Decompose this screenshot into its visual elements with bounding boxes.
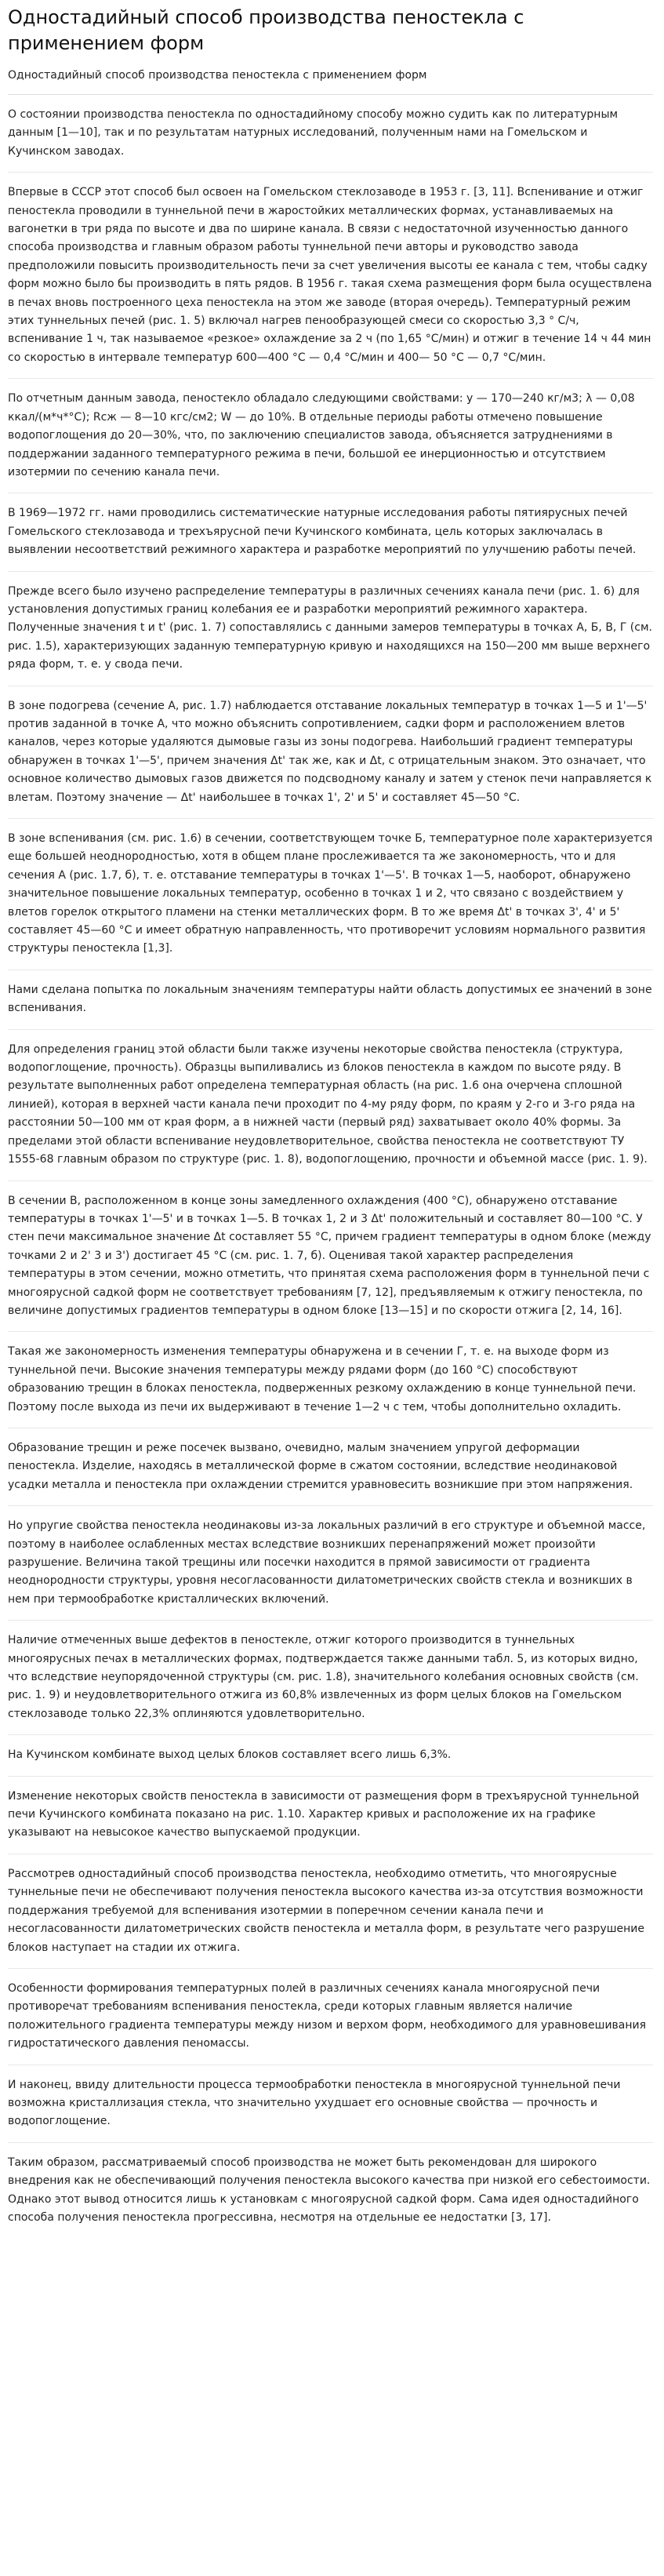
article-body [8, 95, 653, 2238]
article-paragraph: Рассмотрев одностадийный способ производства пеностекла, необходимо отметить, что многоярусные туннельные печи не обеспечивают получения пеностекла высокого качества из-за отсутствия возможности поддержания требуемой для вспенивания изотермии в поперечном сечении канала печи и несогласованности дилатометрических свойств пеностекла и металла форм, в результате чего разрушение блоков наступает на стадии их отжига. [8, 1854, 653, 1969]
article-paragraph: В зоне вспенивания (см. рис. 1.6) в сечении, соответствующем точке Б, температурное поле характеризуется еще большей неоднородностью, хотя в общем плане прослеживается та же закономерность, что и для сечения А (рис. 1.7, б), т. е. отставание температуры в точках 1'—5'. В точках 1—5, наоборот, обнаружено значительное повышение локальных температур, особенно в точках 1 и 2, что связано с воздействием у влетов горелок открытого пламени на стенки металлических форм. В то же время Δt' в точках 3', 4' и 5' составляет 45—60 °С и имеет обратную направленность, что противоречит условиям нормального развития структуры пеностекла [1,3]. [8, 819, 653, 970]
article-paragraph: Таким образом, рассматриваемый способ производства не может быть рекомендован для широкого внедрения как не обеспечивающий получения пеностекла высокого качества при низкой его себестоимости. Однако этот вывод относится лишь к установкам с многоярусной садкой форм. Сама идея одностадийного способа получения пеностекла прогрессивна, несмотря на отдельные ее недостатки [3, 17]. [8, 2156, 651, 2224]
page-title: Одностадийный способ производства пеностекла с применением форм [8, 6, 524, 54]
article-paragraph: Нами сделана попытка по локальным значениям температуры найти область допустимых ее значений в зоне вспенивания. [8, 970, 653, 1030]
article-paragraph: Для определения границ этой области были также изучены некоторые свойства пеностекла (структура, водопоглощение, прочность). Образцы выпиливались из блоков пеностекла в каждом по высоте ряду. В результате выполненных работ определена температурная область (на рис. 1.6 она очерчена сплошной линией), которая в верхней части канала печи проходит по 4-му ряду форм, по краям у 2-го и 3-го ряда на расстоянии 50—100 мм от края форм, а в нижней части (первый ряд) захватывает около 40% формы. За пределами этой области вспенивание неудовлетворительное, свойства пеностекла не соответствуют ТУ 1555-68 главным образом по структуре (рис. 1. 8), водопоглощению, прочности и объемной массе (рис. 1. 9). [8, 1030, 653, 1181]
article-paragraph: Особенности формирования температурных полей в различных сечениях канала многоярусной печи противоречат требованиям вспенивания пеностекла, среди которых главным является наличие положительного градиента температуры между низом и верхом форм, необходимого для уравновешивания гидростатического давления пеномассы. [8, 1969, 653, 2065]
article-paragraph: Образование трещин и реже посечек вызвано, очевидно, малым значением упругой деформации пеностекла. Изделие, находясь в металлической форме в сжатом состоянии, вследствие неодинаковой усадки металла и пеностекла при охлаждении стремится уравновесить возникшие при этом напряжения. [8, 1428, 653, 1506]
article-paragraph: Но упругие свойства пеностекла неодинаковы из-за локальных различий в его структуре и объемной массе, поэтому в наиболее ослабленных местах вследствие возникших перенапряжений может произойти разрушение. Величина такой трещины или посечки находится в прямой зависимости от градиента неоднородности структуры, уровня несогласованности дилатометрических свойств стекла и возникших в нем при термообработке кристаллических включений. [8, 1506, 653, 1621]
article-paragraph: На Кучинском комбинате выход целых блоков составляет всего лишь 6,3%. [8, 1735, 653, 1776]
article-paragraph: И наконец, ввиду длительности процесса термообработки пеностекла в многоярусной туннельной печи возможна кристаллизация стекла, что значительно ухудшает его основные свойства — прочность и водопоглощение. [8, 2065, 653, 2143]
article-paragraph: В 1969—1972 гг. нами проводились систематические натурные исследования работы пятиярусных печей Гомельского стеклозавода и трехъярусной печи Кучинского комбината, цель которых заключалась в выявлении несоответствий режимного характера и разработке мероприятий по улучшению работы печей. [8, 493, 653, 571]
article-paragraph: В зоне подогрева (сечение А, рис. 1.7) наблюдается отставание локальных температур в точках 1—5 и 1'—5' против заданной в точке А, что можно объяснить сопротивлением, садки форм и расположением влетов каналов, через которые удаляются дымовые газы из зоны подогрева. Наибольший градиент температуры обнаружен в точках 1'—5', причем значения Δt' так же, как и Δt, с отрицательным знаком. Это означает, что основное количество дымовых газов движется по подсводному каналу и затем у стенок печи направляется к влетам. Поэтому значение — Δt' наибольшее в точках 1', 2' и 5' и составляет 45—50 °С. [8, 686, 653, 819]
article-subtitle: Одностадийный способ производства пеностекла с применением форм [8, 67, 653, 95]
article-paragraph: Наличие отмеченных выше дефектов в пеностекле, отжиг которого производится в туннельных многоярусных печах в металлических формах, подтверждается также данными табл. 5, из которых видно, что вследствие неупорядоченной структуры (см. рис. 1.8), значительного колебания основных свойств (см. рис. 1. 9) и неудовлетворительного отжига из 60,8% извлеченных из форм целых блоков на Гомельском стеклозаводе только 22,3% оплиняются удовлетворительно. [8, 1621, 653, 1735]
article-paragraph: О состоянии производства пеностекла по одностадийному способу можно судить как по литературным данным [1—10], так и по результатам натурных исследований, полученным нами на Гомельском и Кучинском заводах. [8, 95, 653, 173]
article-paragraph: Такая же закономерность изменения температуры обнаружена и в сечении Г, т. е. на выходе форм из туннельной печи. Высокие значения температуры между рядами форм (до 160 °С) способствуют образованию трещин в блоках пеностекла, подверженных резкому охлаждению в конце туннельной печи. Поэтому после выхода из печи их выдерживают в течение 1—2 ч с тем, чтобы дополнительно охладить. [8, 1332, 653, 1428]
article-paragraph: Изменение некоторых свойств пеностекла в зависимости от размещения форм в трехъярусной туннельной печи Кучинского комбината показано на рис. 1.10. Характер кривых и расположение их на графике указывают на невысокое качество выпускаемой продукции. [8, 1777, 653, 1854]
article-paragraph: В сечении В, расположенном в конце зоны замедленного охлаждения (400 °С), обнаружено отставание температуры в точках 1'—5' и в точках 1—5. В точках 1, 2 и 3 Δt' положительный и составляет 80—100 °С. У стен печи максимальное значение Δt составляет 55 °С, причем градиент температуры в одном блоке (между точками 2 и 2' 3 и 3') достигает 45 °С (см. рис. 1. 7, б). Оценивая такой характер распределения температуры в этом сечении, можно отметить, что принятая схема расположения форм в туннельной печи с многоярусной садкой форм не соответствует требованиям [7, 12], предъявляемым к отжигу пеностекла, по величине допустимых градиентов температуры в одном блоке [13—15] и по скорости отжига [2, 14, 16]. [8, 1181, 653, 1333]
article-paragraph: Впервые в СССР этот способ был освоен на Гомельском стеклозаводе в 1953 г. [3, 11]. Вспенивание и отжиг пеностекла проводили в туннельной печи в жаростойких металлических формах, устанавливаемых на вагонетки в три ряда по высоте и два по ширине канала. В связи с недостаточной изученностью данного способа производства и главным образом работы туннельной печи авторы и руководство завода предположили повысить производительность печи за счет увеличения высоты ее канала с тем, чтобы садку форм можно было бы производить в пять рядов. В 1956 г. такая схема размещения форм была осуществлена в печах вновь построенного цеха пеностекла на этом же заводе (вторая очередь). Температурный режим этих туннельных печей (рис. 1. 5) включал нагрев пенообразующей смеси со скоростью 3,3 ° С/ч, вспенивание 1 ч, так называемое «резкое» охлаждение за 2 ч (по 1,65 °С/мин) и отжиг в течение 14 ч 44 мин со скоростью в интервале температур 600—400 °С — 0,4 °С/мин и 400— 50 °С — 0,7 °С/мин. [8, 173, 653, 379]
article-paragraph: Прежде всего было изучено распределение температуры в различных сечениях канала печи (рис. 1. 6) для установления допустимых границ колебания ее и разработки мероприятий режимного характера. Полученные значения t и t' (рис. 1. 7) сопоставлялись с данными замеров температуры в точках А, Б, В, Г (см. рис. 1.5), характеризующих заданную температурную кривую и находящихся на 150—200 мм выше верхнего ряда форм, т. е. у свода печи. [8, 572, 653, 686]
article-paragraph: По отчетным данным завода, пеностекло обладало следующими свойствами: у — 170—240 кг/м3; λ — 0,08 ккал/(м*ч*°С); Rсж — 8—10 кгс/см2; W — до 10%. В отдельные периоды работы отмечено повышение водопоглощения до 20—30%, что, по заключению специалистов завода, объясняется затруднениями в поддержании заданного температурного режима в печи, большой ее инерционностью и отсутствием изотермии по сечению канала печи. [8, 379, 653, 493]
